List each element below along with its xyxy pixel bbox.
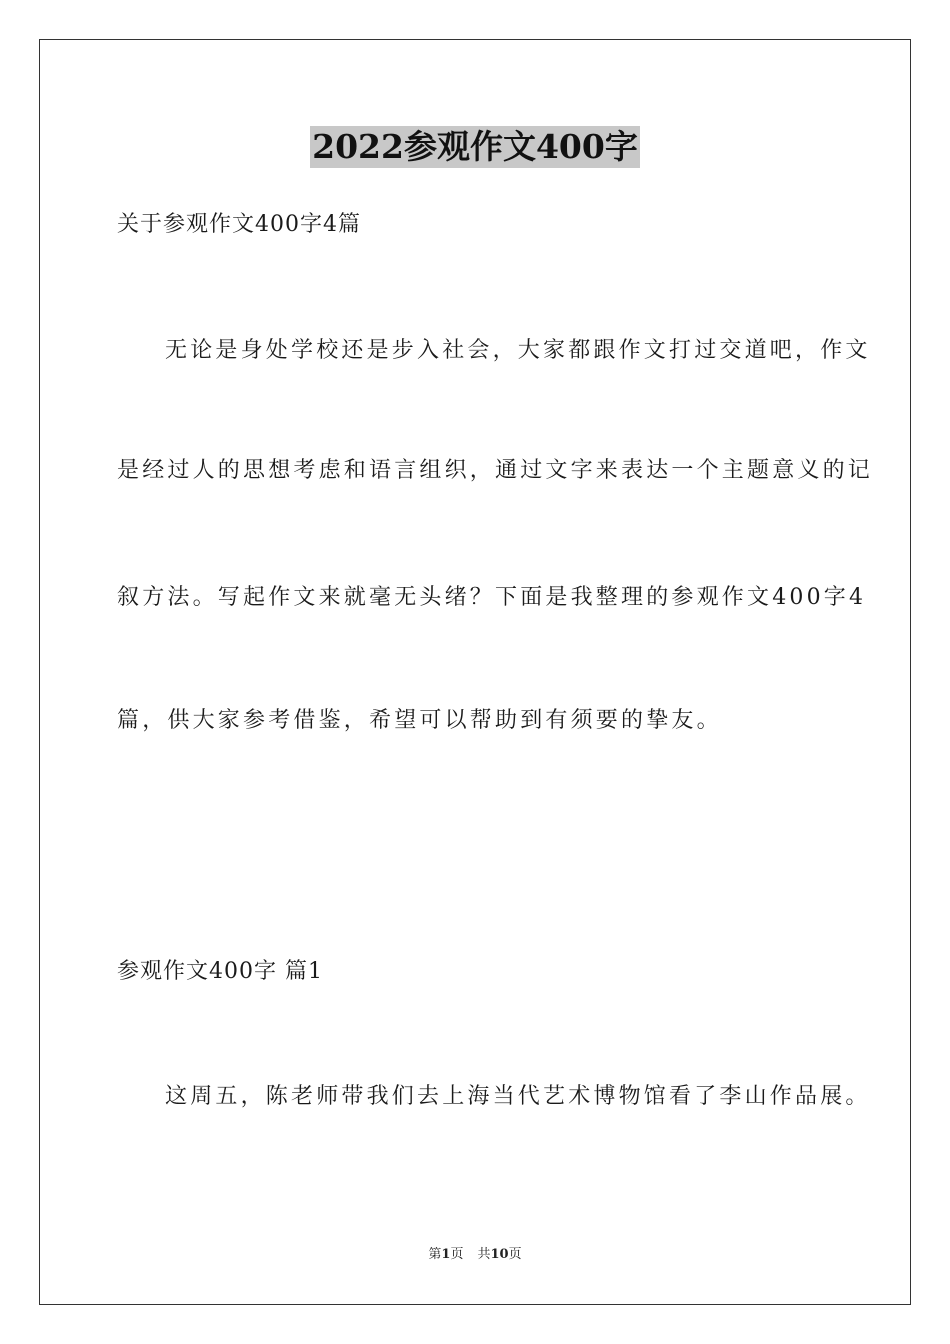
intro-line-2: 是经过人的思想考虑和语言组织，通过文字来表达一个主题意义的记 <box>117 458 874 483</box>
page-number: 1 <box>441 1247 451 1262</box>
page-prefix: 第 <box>428 1247 442 1262</box>
total-prefix: 共 <box>477 1247 491 1262</box>
page-suffix: 页 <box>450 1247 464 1262</box>
total-suffix: 页 <box>508 1247 522 1262</box>
intro-line-3: 叙方法。写起作文来就毫无头绪？下面是我整理的参观作文400字4 <box>117 585 867 610</box>
section-first-line: 这周五，陈老师带我们去上海当代艺术博物馆看了李山作品展。 <box>165 1084 871 1109</box>
intro-line-4: 篇，供大家参考借鉴，希望可以帮助到有须要的挚友。 <box>117 708 722 733</box>
section-heading: 参观作文400字 篇1 <box>117 959 323 984</box>
total-pages: 10 <box>490 1247 509 1262</box>
intro-line-1: 无论是身处学校还是步入社会，大家都跟作文打过交道吧，作文 <box>165 338 871 363</box>
title-container <box>0 126 950 168</box>
document-subtitle: 关于参观作文400字4篇 <box>117 212 361 237</box>
document-title: 2022参观作文400字 <box>312 127 638 166</box>
page-footer <box>0 1246 950 1264</box>
